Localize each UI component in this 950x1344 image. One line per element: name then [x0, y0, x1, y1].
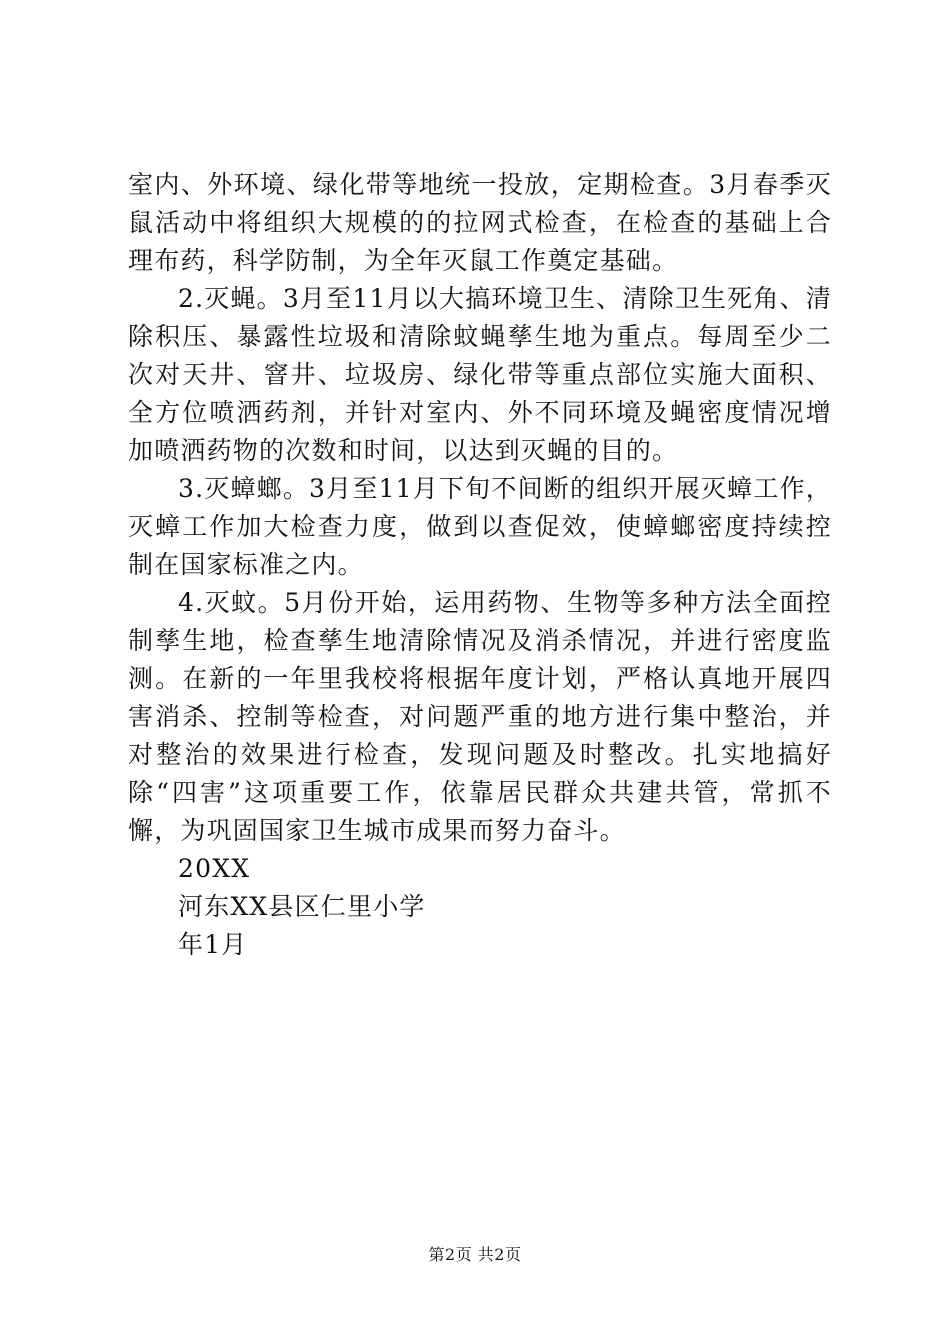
page-footer: 第2页 共2页 — [428, 1245, 522, 1264]
signature-date: 年1月 — [178, 930, 248, 959]
document-body — [128, 166, 832, 964]
signature-organization: 河东XX县区仁里小学 — [178, 892, 426, 921]
paragraph-mosquito-control: 4.灭蚊。5月份开始，运用药物、生物等多种方法全面控制孳生地，检查孳生地清除情况及消杀情况，并进行密度监测。在新的一年里我校将根据年度计划，严格认真地开展四害消杀、控制等检查，对问题严重的地方进行集中整治，并对整治的效果进行检查，发现问题及时整改。扎实地搞好除“四害”这项重要工作，依靠居民群众共建共管，常抓不懈，为巩固国家卫生城市成果而努力奋斗。 — [128, 588, 832, 845]
paragraph-cockroach-control: 3.灭蟑螂。3月至11月下旬不间断的组织开展灭蟑工作，灭蟑工作加大检查力度，做到以查促效，使蟑螂密度持续控制在国家标准之内。 — [128, 474, 832, 579]
paragraph-rodent-control-continued: 室内、外环境、绿化带等地统一投放，定期检查。3月春季灭鼠活动中将组织大规模的的拉网式检查，在检查的基础上合理布药，科学防制，为全年灭鼠工作奠定基础。 — [128, 170, 832, 275]
signature-year: 20XX — [178, 854, 251, 883]
paragraph-fly-control: 2.灭蝇。3月至11月以大搞环境卫生、清除卫生死角、清除积压、暴露性垃圾和清除蚊蝇孳生地为重点。每周至少二次对天井、窨井、垃圾房、绿化带等重点部位实施大面积、全方位喷洒药剂，并针对室内、外不同环境及蝇密度情况增加喷洒药物的次数和时间，以达到灭蝇的目的。 — [128, 284, 832, 465]
